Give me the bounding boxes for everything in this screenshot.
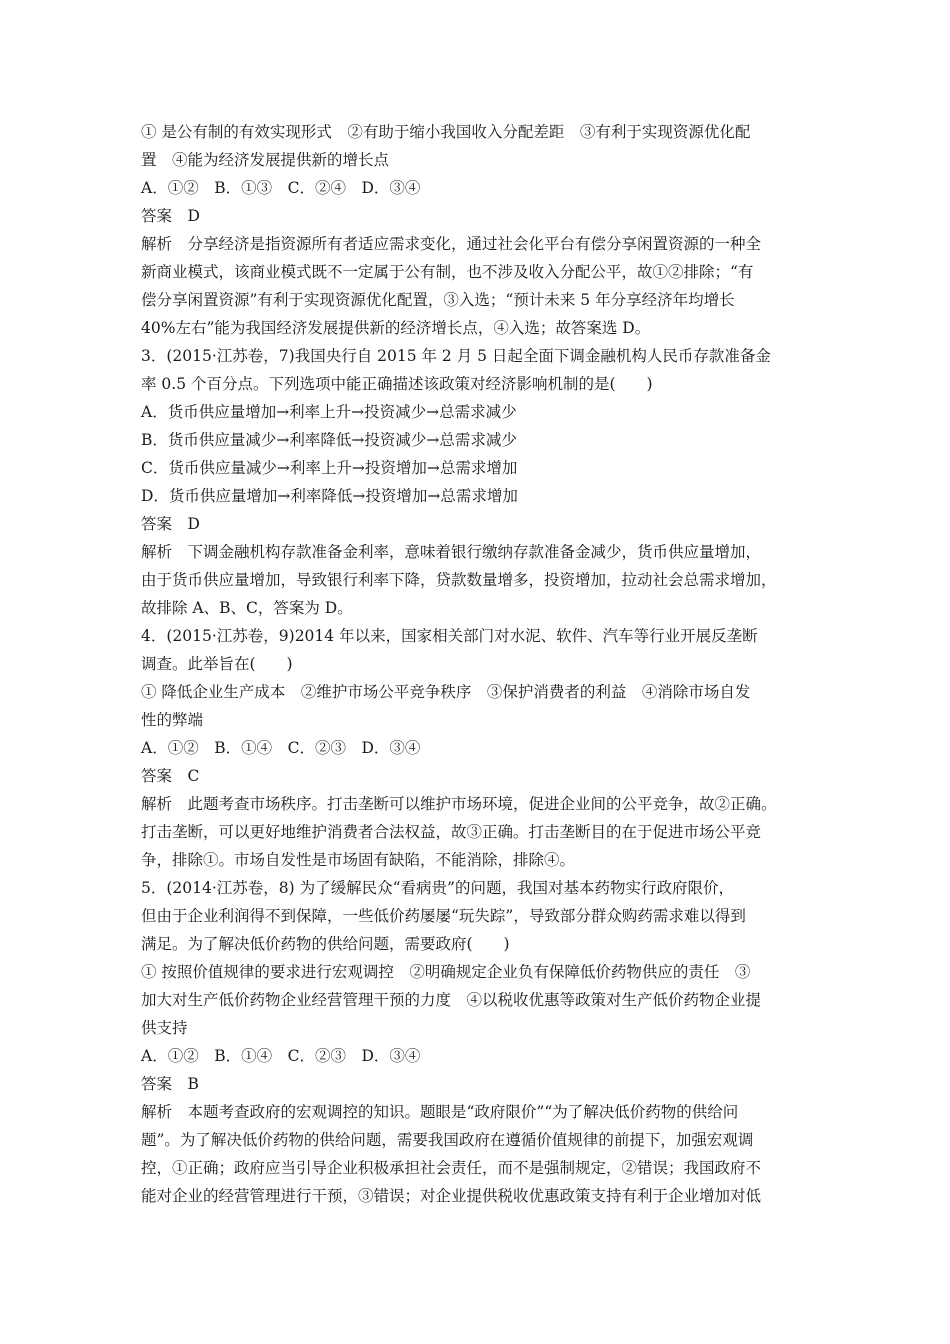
text-line: 3．(2015·江苏卷，7)我国央行自 2015 年 2 月 5 日起全面下调金融机构人民币存款准备金 (141, 347, 771, 365)
text-line: 答案 C (141, 767, 200, 785)
text-line: 题”。为了解决低价药物的供给问题，需要我国政府在遵循价值规律的前提下，加强宏观调 (141, 1131, 754, 1149)
text-line: 争，排除①。市场自发性是市场固有缺陷，不能消除，排除④。 (141, 851, 576, 869)
text-line: 新商业模式，该商业模式既不一定属于公有制，也不涉及收入分配公平，故①②排除；“有 (141, 263, 754, 281)
text-line: 率 0.5 个百分点。下列选项中能正确描述该政策对经济影响机制的是( ) (141, 375, 653, 393)
text-line: 由于货币供应量增加，导致银行利率下降，贷款数量增多，投资增加，拉动社会总需求增加， (141, 571, 777, 589)
text-line: 4．(2015·江苏卷，9)2014 年以来，国家相关部门对水泥、软件、汽车等行业开展反垄断 (141, 627, 758, 645)
text-line: C．货币供应量减少→利率上升→投资增加→总需求增加 (141, 459, 518, 477)
text-line: ① 降低企业生产成本 ②维护市场公平竞争秩序 ③保护消费者的利益 ④消除市场自发 (141, 683, 751, 701)
text-line: 能对企业的经营管理进行干预，③错误；对企业提供税收优惠政策支持有利于企业增加对低 (141, 1187, 762, 1205)
text-line: 偿分享闲置资源”有利于实现资源优化配置，③入选；“预计未来 5 年分享经济年均增长 (141, 291, 735, 309)
text-line: 控，①正确；政府应当引导企业积极承担社会责任，而不是强制规定，②错误；我国政府不 (141, 1159, 762, 1177)
text-line: A．货币供应量增加→利率上升→投资减少→总需求减少 (141, 403, 517, 421)
text-line: A．①② B．①④ C．②③ D．③④ (141, 1047, 421, 1065)
text-line: 解析 本题考查政府的宏观调控的知识。题眼是“政府限价”“为了解决低价药物的供给问 (141, 1103, 739, 1121)
text-line: 打击垄断，可以更好地维护消费者合法权益，故③正确。打击垄断目的在于促进市场公平竞 (141, 823, 762, 841)
text-line: 但由于企业利润得不到保障，一些低价药屡屡“玩失踪”，导致部分群众购药需求难以得到 (141, 907, 746, 925)
text-line: 调查。此举旨在( ) (141, 655, 293, 673)
text-line: 故排除 A、B、C，答案为 D。 (141, 599, 353, 617)
text-line: 满足。为了解决低价药物的供给问题，需要政府( ) (141, 935, 510, 953)
text-line: A．①② B．①④ C．②③ D．③④ (141, 739, 421, 757)
text-line: 解析 下调金融机构存款准备金利率，意味着银行缴纳存款准备金减少，货币供应量增加， (141, 543, 762, 561)
text-line: ① 是公有制的有效实现形式 ②有助于缩小我国收入分配差距 ③有利于实现资源优化配 (141, 123, 751, 141)
text-line: 答案 D (141, 207, 200, 225)
text-line: 答案 D (141, 515, 200, 533)
text-line: D．货币供应量增加→利率降低→投资增加→总需求增加 (141, 487, 518, 505)
text-line: A．①② B．①③ C．②④ D．③④ (141, 179, 421, 197)
text-line: ① 按照价值规律的要求进行宏观调控 ②明确规定企业负有保障低价药物供应的责任 ③ (141, 963, 751, 981)
text-line: 解析 分享经济是指资源所有者适应需求变化，通过社会化平台有偿分享闲置资源的一种全 (141, 235, 762, 253)
text-line: 置 ④能为经济发展提供新的增长点 (141, 151, 390, 169)
text-line: B．货币供应量减少→利率降低→投资减少→总需求减少 (141, 431, 517, 449)
text-line: 性的弊端 (141, 711, 204, 729)
text-line: 加大对生产低价药物企业经营管理干预的力度 ④以税收优惠等政策对生产低价药物企业提 (141, 991, 762, 1009)
text-line: 5．(2014·江苏卷，8) 为了缓解民众“看病贵”的问题，我国对基本药物实行政府限价， (141, 879, 734, 897)
text-line: 供支持 (141, 1019, 188, 1037)
text-line: 40%左右”能为我国经济发展提供新的经济增长点，④入选；故答案选 D。 (141, 319, 651, 337)
text-line: 解析 此题考查市场秩序。打击垄断可以维护市场环境，促进企业间的公平竞争，故②正确。 (141, 795, 777, 813)
text-line: 答案 B (141, 1075, 199, 1093)
